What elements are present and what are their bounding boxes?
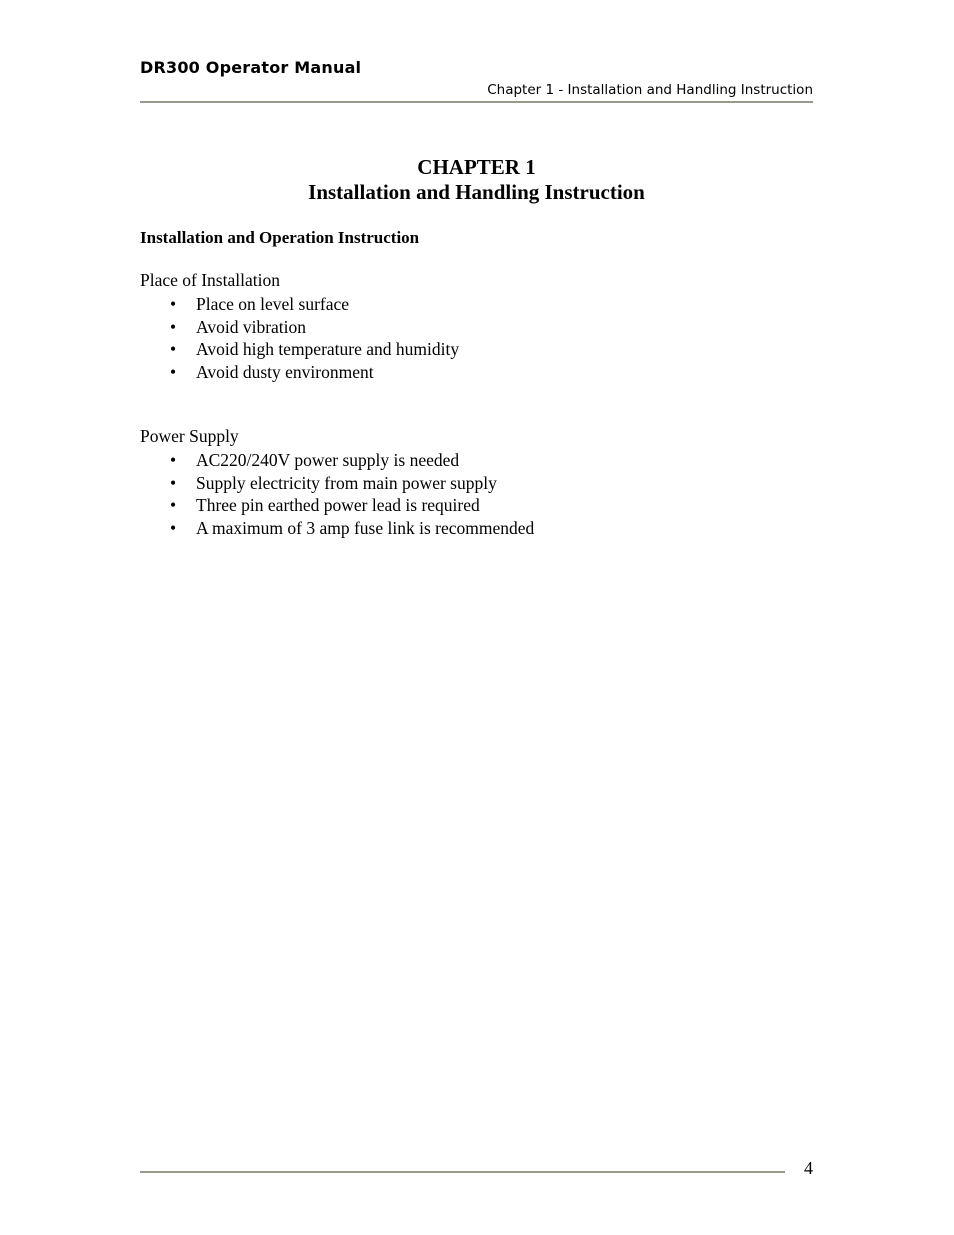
bullet-icon: • (170, 518, 177, 539)
bullet-icon: • (170, 294, 177, 314)
list-item-text: AC220/240V power supply is needed (196, 450, 460, 470)
bullet-icon: • (170, 472, 177, 493)
power-supply-label: Power Supply (140, 426, 239, 446)
footer-rule (140, 1171, 785, 1173)
list-item (140, 494, 534, 517)
header-chapter-title: Chapter 1 - Installation and Handling Instruction (487, 82, 813, 98)
place-of-installation-list (140, 293, 459, 384)
list-item-text: Three pin earthed power lead is required (196, 495, 480, 516)
chapter-title: Installation and Handling Instruction (308, 180, 645, 204)
list-item (140, 338, 459, 361)
power-supply-list (140, 449, 534, 540)
header-manual-title: DR300 Operator Manual (140, 58, 362, 77)
bullet-icon: • (170, 316, 177, 337)
list-item-text: Avoid dusty environment (196, 362, 374, 383)
place-of-installation-label: Place of Installation (140, 270, 280, 290)
list-item (140, 361, 459, 384)
page-number: 4 (804, 1158, 813, 1178)
list-item (140, 472, 534, 495)
bullet-icon: • (170, 450, 177, 470)
bullet-icon: • (170, 339, 177, 360)
list-item-text: Avoid vibration (196, 316, 307, 337)
section-heading: Installation and Operation Instruction (140, 228, 420, 247)
list-item-text: A maximum of 3 amp fuse link is recommended (196, 518, 535, 539)
list-item (140, 293, 459, 316)
bullet-icon: • (170, 495, 177, 516)
list-item (140, 449, 534, 472)
list-item-text: Avoid high temperature and humidity (196, 339, 460, 360)
list-item-text: Supply electricity from main power supply (196, 472, 497, 493)
list-item-text: Place on level surface (196, 294, 350, 314)
chapter-number: CHAPTER 1 (417, 155, 536, 179)
bullet-icon: • (170, 362, 177, 383)
list-item (140, 316, 459, 339)
chapter-heading (140, 155, 813, 205)
header-rule (140, 101, 813, 103)
list-item (140, 517, 534, 540)
